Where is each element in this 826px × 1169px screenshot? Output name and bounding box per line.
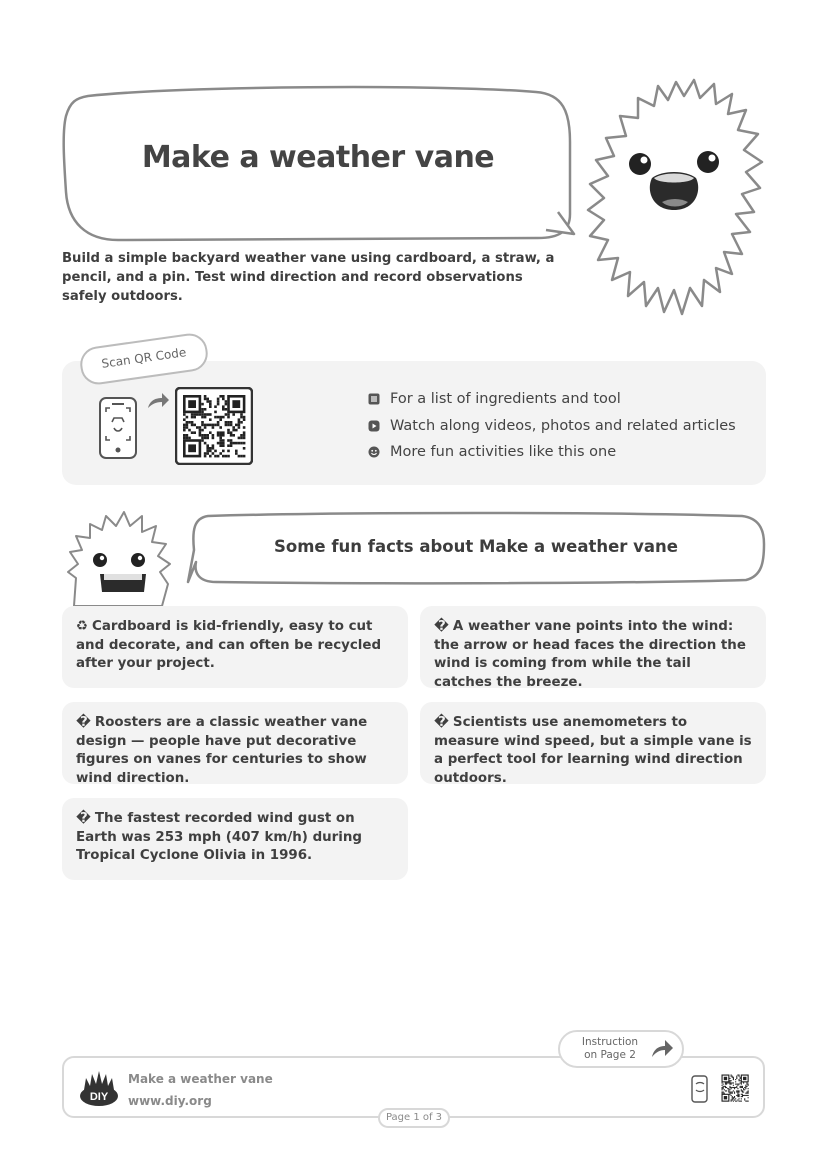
emoji-icon: � — [76, 715, 91, 730]
phone-scan-icon — [96, 394, 142, 462]
logo-text: DIY — [89, 1091, 109, 1103]
facts-title: Some fun facts about Make a weather vane — [274, 537, 678, 556]
phone-scan-icon — [690, 1074, 710, 1104]
qr-item-activities — [368, 439, 760, 466]
emoji-icon: � — [434, 715, 449, 730]
qr-item-videos — [368, 413, 760, 440]
footer-url-link[interactable]: www.diy.org — [128, 1094, 212, 1108]
emoji-icon: � — [76, 811, 91, 826]
fact-card — [420, 702, 766, 784]
fact-card — [62, 702, 408, 784]
diy-logo-icon — [78, 1068, 120, 1108]
qr-item-label: More fun activities like this one — [390, 444, 617, 461]
qr-item-ingredients — [368, 386, 760, 413]
fact-card — [62, 798, 408, 880]
fact-text: Roosters are a classic weather vane design — people have put decorative figures on vanes for centuries to show wind direction. — [76, 715, 368, 786]
fact-text: A weather vane points into the wind: the arrow or head faces the direction the wind is coming from while the tail catches the breeze. — [434, 619, 746, 690]
qr-code-icon — [175, 387, 253, 465]
scan-qr-label: Scan QR Code — [78, 331, 210, 386]
qr-item-label: Watch along videos, photos and related articles — [390, 417, 736, 434]
qr-code-small-icon — [718, 1071, 752, 1105]
fact-text: Scientists use anemometers to measure wind speed, but a simple vane is a perfect tool for learning wind direction outdoors. — [434, 715, 752, 786]
emoji-icon: � — [434, 619, 449, 634]
list-icon — [368, 393, 380, 405]
qr-benefits-list — [368, 386, 760, 466]
arrow-right-icon — [146, 392, 170, 410]
fact-text: Cardboard is kid-friendly, easy to cut and decorate, and can often be recycled after your project. — [76, 619, 382, 671]
fact-card — [420, 606, 766, 688]
instruction-label: Instruction on Page 2 — [581, 1036, 639, 1061]
footer-title: Make a weather vane — [128, 1072, 273, 1086]
page-title: Make a weather vane — [141, 140, 495, 175]
yeti-mascot-small-icon — [66, 508, 176, 606]
fact-card — [62, 606, 408, 688]
fact-text: The fastest recorded wind gust on Earth was 253 mph (407 km/h) during Tropical Cyclone Olivia in 1996. — [76, 811, 362, 863]
recycle-icon: ♻ — [76, 619, 89, 634]
yeti-mascot-icon — [582, 74, 770, 328]
page-indicator: Page 1 of 3 — [378, 1108, 450, 1128]
qr-item-label: For a list of ingredients and tool — [390, 391, 621, 408]
smiley-icon — [368, 446, 380, 458]
arrow-right-icon — [650, 1039, 674, 1059]
play-icon — [368, 420, 380, 432]
intro-paragraph: Build a simple backyard weather vane using cardboard, a straw, a pencil, and a pin. Test wind direction and record observations safely outdoors. — [62, 251, 555, 304]
